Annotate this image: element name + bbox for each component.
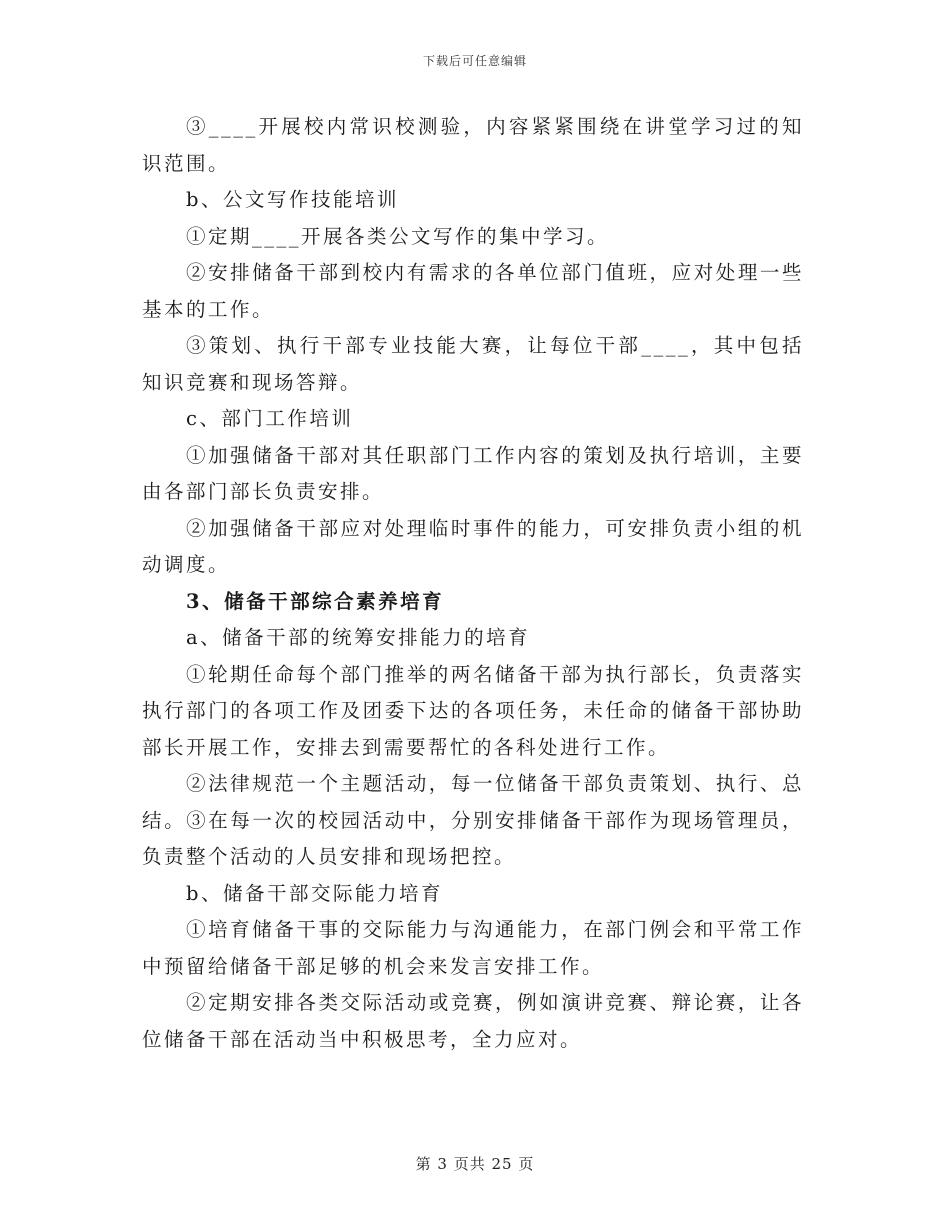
paragraph-item-3-test: ③____开展校内常识校测验，内容紧紧围绕在讲堂学习过的知识范围。 bbox=[142, 115, 804, 175]
section-heading-communication: b、储备干部交际能力培育 bbox=[186, 881, 443, 905]
section-heading-comprehensive: 3、储备干部综合素养培育 bbox=[186, 589, 445, 613]
paragraph-item-1-rotation: ①轮期任命每个部门推举的两名储备干部为执行部长，负责落实执行部门的各项工作及团委下达的各项任务，未任命的储备干部协助部长开展工作，安排去到需要帮忙的各科处进行工作。 bbox=[142, 662, 804, 759]
paragraph-item-3-contest: ③策划、执行干部专业技能大赛，让每位干部____，其中包括知识竞赛和现场答辩。 bbox=[142, 334, 804, 394]
document-body bbox=[142, 109, 804, 1058]
page-footer: 第 3 页共 25 页 bbox=[415, 1155, 535, 1173]
paragraph-item-1-communication: ①培育储备干事的交际能力与沟通能力，在部门例会和平常工作中预留给储备干部足够的机会来发言安排工作。 bbox=[142, 918, 804, 978]
page-header: 下载后可任意编辑 bbox=[422, 54, 527, 68]
section-heading-writing-training: b、公文写作技能培训 bbox=[186, 188, 399, 211]
paragraph-item-1-writing: ①定期____开展各类公文写作的集中学习。 bbox=[186, 224, 610, 248]
section-heading-department-training: c、部门工作培训 bbox=[186, 407, 354, 430]
paragraph-item-2-activity: ②法律规范一个主题活动，每一位储备干部负责策划、执行、总结。③在每一次的校园活动中，分别安排储备干部作为现场管理员，负责整个活动的人员安排和现场把控。 bbox=[142, 772, 804, 868]
paragraph-item-2-duty: ②安排储备干部到校内有需求的各单位部门值班，应对处理一些基本的工作。 bbox=[142, 261, 804, 321]
section-heading-planning-ability: a、储备干部的统筹安排能力的培育 bbox=[186, 626, 531, 649]
paragraph-item-1-department: ①加强储备干部对其任职部门工作内容的策划及执行培训，主要由各部门部长负责安排。 bbox=[142, 443, 804, 503]
paragraph-item-2-emergency: ②加强储备干部应对处理临时事件的能力，可安排负责小组的机动调度。 bbox=[142, 516, 804, 576]
paragraph-item-2-competition: ②定期安排各类交际活动或竞赛，例如演讲竞赛、辩论赛，让各位储备干部在活动当中积极思考，全力应对。 bbox=[142, 991, 804, 1051]
